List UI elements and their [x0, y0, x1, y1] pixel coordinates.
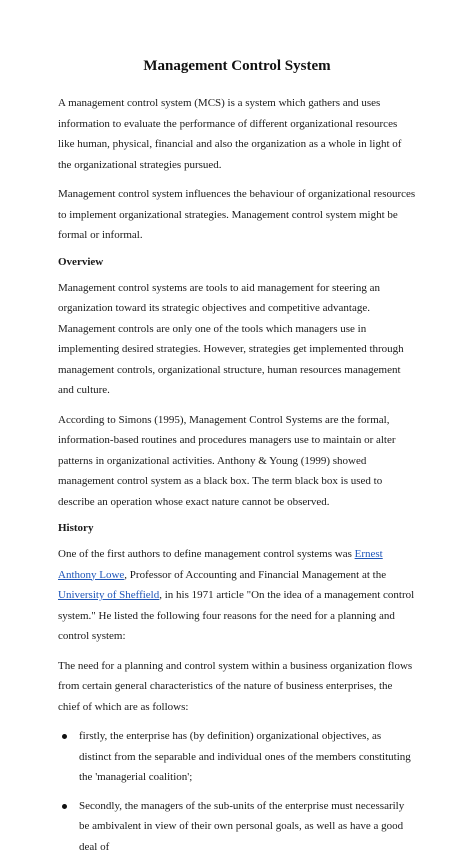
list-item-text: firstly, the enterprise has (by definition) organizational objectives, as distinct from the separable and individual ones of the members constituting the 'managerial coalition';	[79, 730, 411, 783]
overview-paragraph-1: Management control systems are tools to aid management for steering an organization toward its strategic objectives and competitive advantage. Management controls are only one of the tools which managers use in implementing desired strategies. However, strategies get implemented through management controls, organizational structure, human resources management and culture.	[58, 278, 416, 401]
page-title: Management Control System	[58, 58, 416, 75]
list-item	[58, 726, 416, 788]
history-text-start: One of the first authors to define management control systems was	[58, 548, 355, 560]
history-paragraph-1	[58, 544, 416, 647]
university-of-sheffield-link[interactable]: University of Sheffield	[58, 589, 159, 601]
list-item	[58, 796, 416, 857]
list-item-text: Secondly, the managers of the sub-units of the enterprise must necessarily be ambivalent in view of their own personal goals, as well as have a good deal of	[79, 800, 404, 853]
ernest-anthony-lowe-link[interactable]: Ernest Anthony Lowe	[58, 548, 383, 581]
intro-paragraph-2: Management control system influences the behaviour of organizational resources to implement organizational strategies. Management control system might be formal or informal.	[58, 184, 416, 246]
history-text-middle: , Professor of Accounting and Financial Management at the	[124, 569, 386, 581]
history-text-end: , in his 1971 article "On the idea of a management control system." He listed the following four reasons for the need for a planning and control system:	[58, 589, 414, 642]
bullet-icon	[62, 734, 67, 739]
bullet-icon	[62, 804, 67, 809]
history-heading: History	[58, 522, 416, 534]
overview-paragraph-2: According to Simons (1995), Management Control Systems are the formal, information-based routines and procedures managers use to maintain or alter patterns in organizational activities. Anthony & Young (1999) showed management control system as a black box. The term black box is used to describe an operation whose exact nature cannot be observed.	[58, 410, 416, 513]
reasons-list	[58, 726, 416, 857]
overview-heading: Overview	[58, 256, 416, 268]
history-paragraph-2: The need for a planning and control system within a business organization flows from certain general characteristics of the nature of business enterprises, the chief of which are as follows:	[58, 656, 416, 718]
intro-paragraph-1: A management control system (MCS) is a system which gathers and uses information to evaluate the performance of different organizational resources like human, physical, financial and also the organization as a whole in light of the organizational strategies pursued.	[58, 93, 416, 175]
